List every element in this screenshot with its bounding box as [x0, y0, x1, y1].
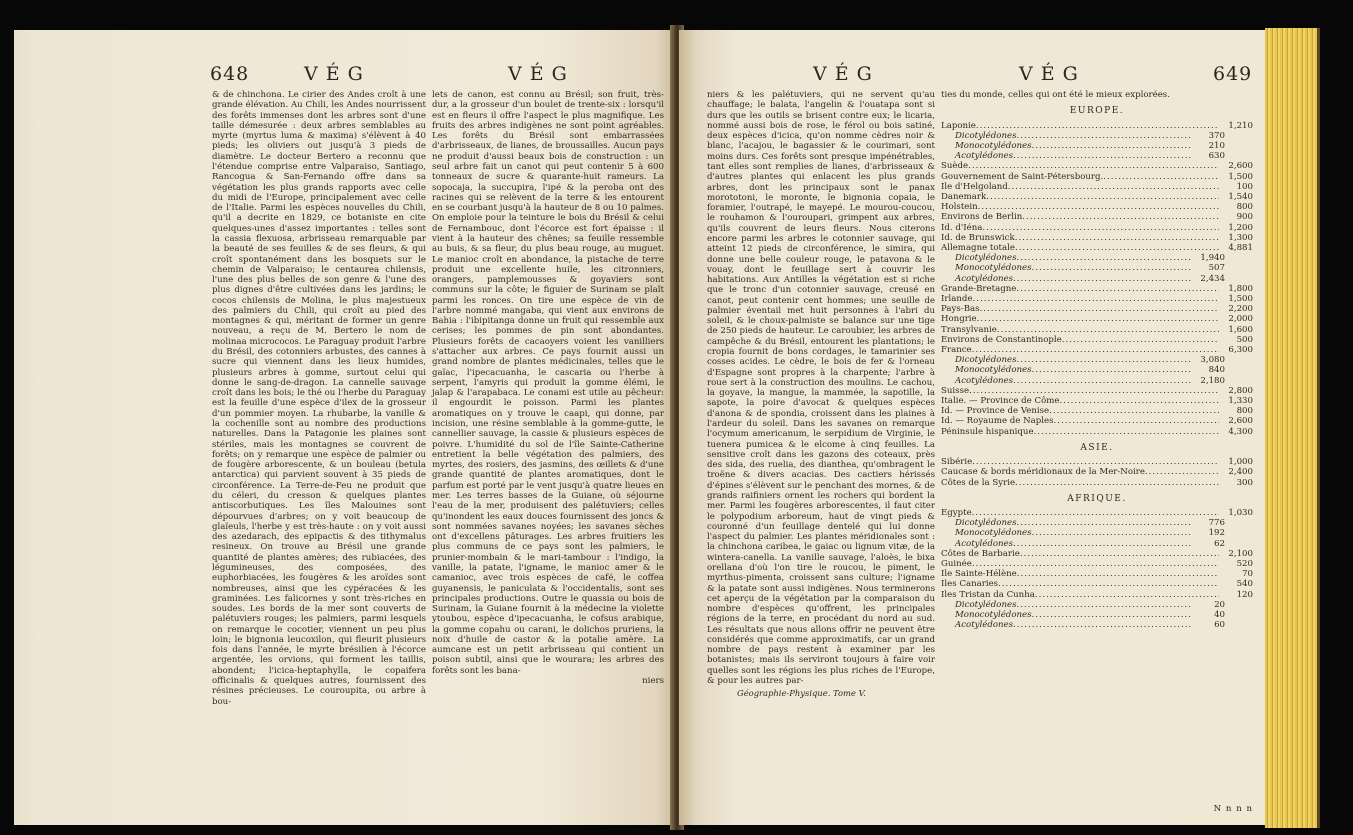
row-label: Dicotylédones [955, 518, 1017, 529]
table-row [941, 131, 1253, 141]
column-text: lets de canon, est connu au Brésil; son fruit, très-dur, a la grosseur d'un boulet de trente-six : lorsqu'il est en fleurs il offre l'aspect le plus magnifique. Les fruits des arbres indigènes ne sont point agréables. Les forêts du Brésil sont embarrassées d'arbrisseaux, de lianes, de broussailles. Aucun pays ne produit d'aussi beaux bois de construction : un seul arbre fait un canot qui peut contenir 5 à 600 tonneaux de sucre & quarante-huit rameurs. La sopocaja, la succupira, l'ipé & la peroba ont des racines qui se relèvent de la terre & les entourent en se courbant jusqu'à la hauteur de 8 ou 10 palmes. On emploie pour la teinture le bois du Brésil & celui de Fernambouc, dont l'écorce est fort épaisse : il vient à la hauteur des chênes; sa feuille ressemble au buis, & sa fleur, du plus beau rouge, au muguet. Le manioc croît en abondance, la pistache de terre produit une excellente huile, les citronniers, orangers, pamplemousses & goyaviers sont communs sur la côte; le figuier de Surinam se plaît parmi les ronces. On tire une espèce de vin de l'arbre nommé mangaba, qui vient aux environs de Bahia : l'ibipitanga donne un fruit qui ressemble aux cerises; les pommes de pin sont abondantes. Plusieurs forêts de cacaoyers voient les vanilliers s'attacher aux arbres. Ce pays fournit aussi un grand nombre de plantes médicinales, telles que le gaïac, l'ipecacuanha, le cascaria ou l'herbe à serpent, l'amyris qui produit la gomme élémi, le jalap & l'arapabaca. Le conami est utile au pêcheur: il engourdit le poisson. Parmi les plantes aromatiques on y trouve le caapi, qui donne, par incision, une résine semblable à la gomme-gutte, le cannellier sauvage, la cassie & plusieurs espèces de poivre. L'humidité du sol de l'île Sainte-Catherine entretient la belle végétation des palmiers, des myrtes, des rosiers, des jasmins, des œillets & d'une grande quantité de plantes aromatiques, dont le parfum est porté par le vent jusqu'à quatre lieues en mer. Les terres basses de la Guiane, où séjourne l'eau de la mer, produisent des palétuviers; celles qu'inondent les eaux douces fournissent des joncs & sont nommées savanes noyées; les savanes sèches ont d'excellens pâturages. Les arbres fruitiers les plus communs de ce pays sont les palmiers, le prunier-mombain & le mari-tambour : l'indigo, la vanille, la patate, l'igname, le manioc amer & le camanioc, avec trois espèces de café, le coffea guyanensis, le paniculata & l'occidentalis, sont ses principales productions. Outre le quassia ou bois de Surinam, la Guiane fournit à la médecine la violette ytoubou, espèce d'ipecacuanha, le cofsus arabique, la gomme copahu ou carani, le dolichos pruriens, la noix d'huile de castor & la potalie amère. La aumcane est un petit arbrisseau qui contient un poison subtil, ainsi que le wourara; les arbres des forêts sont les bana- [432, 90, 664, 676]
leader-dots [1017, 569, 1219, 579]
leader-dots [1008, 182, 1219, 192]
row-value: 1,800 [1228, 283, 1253, 294]
row-label: Acotylédones [955, 151, 1014, 162]
table-row [941, 416, 1253, 426]
table-row [941, 294, 1253, 304]
row-label: Id. — Royaume de Naples [941, 416, 1054, 427]
table-row [941, 233, 1253, 243]
table-row [941, 569, 1253, 579]
row-label: Pays-Bas [941, 304, 980, 315]
leader-dots [1054, 416, 1219, 426]
text-column [707, 90, 935, 699]
row-label: Monocotylédones [955, 140, 1032, 151]
row-value: 1,500 [1228, 171, 1253, 182]
table-row [941, 376, 1253, 386]
table-row [941, 172, 1253, 182]
leader-dots [969, 386, 1219, 396]
table-row [941, 253, 1253, 263]
table-row [941, 620, 1253, 630]
leader-dots [968, 161, 1219, 171]
text-column [212, 90, 426, 707]
leader-dots [1049, 406, 1219, 416]
table-row [941, 335, 1253, 345]
row-label: Holstein [941, 202, 978, 213]
leader-dots [1032, 610, 1191, 620]
row-value: 192 [1208, 528, 1225, 539]
row-value: 2,800 [1228, 385, 1253, 396]
catchword: niers [642, 676, 664, 687]
row-label: Monocotylédones [955, 263, 1032, 274]
row-value: 1,200 [1228, 222, 1253, 233]
row-label: Suisse [941, 385, 970, 396]
table-row [941, 508, 1253, 518]
leader-dots [980, 304, 1219, 314]
row-value: 1,940 [1200, 253, 1225, 264]
row-value: 2,600 [1228, 416, 1253, 427]
running-head: V É G [1019, 63, 1079, 85]
leader-dots [1013, 376, 1191, 386]
row-label: Acotylédones [955, 620, 1014, 631]
leader-dots [1015, 478, 1219, 488]
leader-dots [1145, 467, 1219, 477]
row-value: 1,030 [1228, 508, 1253, 519]
row-value: 2,000 [1228, 314, 1253, 325]
row-label: Transylvanie [941, 324, 997, 335]
leader-dots [1016, 253, 1191, 263]
row-label: Id. d'Iéna [941, 222, 983, 233]
table-row [941, 549, 1253, 559]
table-row [941, 263, 1253, 273]
table-row [941, 192, 1253, 202]
table-row [941, 406, 1253, 416]
leader-dots [977, 314, 1219, 324]
running-head: V É G [508, 63, 568, 85]
row-label: Acotylédones [955, 273, 1014, 284]
row-label: Côtes de la Syrie [941, 477, 1016, 488]
row-value: 2,180 [1200, 375, 1225, 386]
table-row [941, 600, 1253, 610]
column-text: niers & les palétuviers, qui ne servent qu'au chauffage; le balata, l'angelin & l'ouatapa sont si durs que les outils se brisent contre eux; le licaria, nommé aussi bois de rose, le férol ou bois satiné, deux espèces d'icica, qu'on nomme cèdres noir & blanc, l'acajou, le bagassier & le courimari, sont moins durs. Ces forêts sont presque impénétrables, tant elles sont remplies de lianes, d'arbrisseaux & d'autres plantes qui enlacent les plus grands arbres, dont les principaux sont le panax morototoni, le moronte, le bignonia copaia, le foramier, l'outrapé, le mayepé. Le mourou-coucou, le rouhamon & l'ouroupari, grimpent aux arbres, qu'ils couvrent de leurs fleurs. Nous citerons encore parmi les arbres le cotonnier sauvage, qui atteint 12 pieds de circonférence, le simira, qui donne une belle couleur rouge, le patavona & le vouay, dont le feuillage sert à couvrir les habitations. Aux Antilles la végétation est si riche que le tronc d'un cotonnier sauvage, creusé en canot, peut contenir cent hommes; une seuille de palmier éventail met huit personnes à l'abri du soleil, & le choux-palmiste se balance sur une tige de 250 pieds de hauteur. Le caroubier, les arbres de campêche & du Brésil, entourent les plantations; le cropia fournit de bons cordages, le tamarinier ses cosses acides. Le cèdre, le bois de fer & l'orneau d'Espagne sont propres à la charpente; l'arbre à roue sert à la construction des moulins. Le cachou, la goyave, la mangue, la mammée, la sapotille, la sapote, la poire d'avocat & quelques espèces d'anona & de spondia, croissent dans les plaines à l'ardeur du soleil. Dans les savanes on remarque l'ocymum americanum, le serpidium de Virginie, le tuenera pumicea & le elcome à cinq feuilles. La sensitive croît dans les gazons des coteaux, près des sida, des ruelia, des dianthea, qu'ombragent le troëne & divers acacias. Des cactiers hérissés d'épines s'élèvent sur le penchant des mornes, & de grands raifiniers ornent les rochers qui bordent la mer. Parmi les fougères arborescentes, il faut citer le polypodium arboreum, haut de vingt pieds & couronné d'un feuillage dentelé qui lui donne l'aspect du palmier. Les plantes méridionales sont : la chinchona caribea, le gaiac ou lignum vitæ, de la wintera-canella. La vanille sauvage, l'aloès, le bixa orellana d'où l'on tire le roucou, le piment, le myrthus-pimenta, croissent sans culture; l'igname & la patate sont aussi indigènes. Nous terminerons cet aperçu de la végétation par la comparaison du nombre d'espèces qu'offrent, les principales régions de la terre, en procédant du nord au sud. Les résultats que nous allons offrir ne peuvent être considérés que comme approximatifs, car un grand nombre de pays restent à examiner par les botanistes; mais ils serviront toujours à faire voir quelles sont les régions les plus riches de l'Europe, & pour les autres par- [707, 90, 935, 687]
table-row [941, 590, 1253, 600]
leader-dots [972, 457, 1219, 467]
row-value: 1,000 [1228, 457, 1253, 468]
table-row [941, 284, 1253, 294]
running-head: V É G [813, 63, 873, 85]
row-label: Monocotylédones [955, 610, 1032, 621]
row-label: Environs de Constantinople [941, 334, 1062, 345]
leader-dots [1015, 233, 1219, 243]
table-row [941, 610, 1253, 620]
leader-dots [1013, 151, 1191, 161]
section-title: AFRIQUE. [1067, 493, 1127, 504]
row-label: Côtes de Barbarie [941, 548, 1020, 559]
row-label: Péninsule hispanique [941, 426, 1034, 437]
leader-dots [972, 559, 1219, 569]
row-value: 500 [1236, 334, 1253, 345]
column-text: & de chinchona. Le cirier des Andes croît à une grande élévation. Au Chili, les Andes nourrissent des forêts immenses dont les arbres sont d'une taille démesurée : deux arbres semblables au myrte (myrtus luma & maxima) s'élèvent à 40 pieds; les oliviers out jusqu'à 3 pieds de diamètre. Le docteur Bertero a reconnu que l'étendue comprise entre Valparaiso, Santiago, Rancogua & San-Fernando offre dans sa végétation les plus grands rapports avec celle du midi de l'Europe, principalement avec celle de l'Italie. Parmi les espèces nouvelles du Chili, qu'il a decrite en 1829, ce botaniste en cite quelques-unes d'assez importantes : telles sont la cassia flexuosa, arbrisseau remarquable par la beauté de ses feuilles & de ses fleurs, & qui croît spontanément dans les bosquets sur le chemin de Valparaiso; le centaurea chilensis, l'une des plus belles de son genre & l'une des plus dignes d'être cultivées dans les jardins; le cocos chilensis de Molina, le plus majestueux des palmiers du Chili, qui croît au pied des montagnes & qui, méritant de former un genre nouveau, a reçu de M. Bertero le nom de molinaa micrococos. Le Paraguay produit l'arbre du Brésil, des cotonniers arbustes, des cannes à sucre qui viennent dans les lieux humides, plusieurs arbres à gomme, surtout celui qui donne le sang-de-dragon. La cannelle sauvage croît dans les bois; le thé ou l'herbe du Paraguay est la feuille d'une espèce d'ilex de la grosseur d'un pommier moyen. La rhubarbe, la vanille & la cochenille sont au nombre des productions naturelles. Dans la Patagonie les plaines sont stériles, mais les montagnes se couvrent de forêts; on y remarque une espèce de palmier ou de fougère arborescente, & un bouleau (betula antarctica) qui parvient souvent à 35 pieds de circonférence. La Terre-de-Feu ne produit que du céleri, du cresson & quelques plantes antiscorbutiques. Les îles Malouines sont dépourvues d'arbres; on y voit beaucoup de glaïeuls, l'herbe y est très-haute : on y voit aussi des azedarach, des epipactis & des tithymalus resineux. On trouve au Brésil une grande quantité de plantes amères; des rubiacées, des légumineuses, des composées, des euphorbiacées, les fougères & les aroïdes sont nombreuses, ainsi que les cypéracées & les graminées. Les falicornes y sont très-riches en soudes. Les bords de la mer sont couverts de palétuviers rouges; les palmiers, parmi lesquels on remarque le cocotier, viennent un peu plus loin; le bignonia leucoxilon, qui fleurit plusieurs fois dans l'année, le myrte brésilien à l'écorce argentée, les orvions, qui forment les taillis, abondent; l'icica-heptaphylla, le copaifera officinalis & quelques autres, fournissent des résines précieuses. Le couroupita, ou arbre à bou- [212, 90, 426, 707]
row-value: 1,540 [1228, 191, 1253, 202]
table-row [941, 121, 1253, 131]
leader-dots [1032, 528, 1191, 538]
leader-dots [982, 223, 1219, 233]
row-label: Ile Sainte-Hélène [941, 569, 1017, 580]
row-value: 2,400 [1228, 467, 1253, 478]
row-label: Grande-Bretagne [941, 283, 1017, 294]
row-label: Caucase & bords méridionaux de la Mer-Noire [941, 467, 1145, 478]
row-label: Id. — Province de Venise [941, 406, 1050, 417]
right-page [679, 30, 1265, 825]
left-page [14, 30, 676, 825]
row-value: 800 [1236, 406, 1253, 417]
row-value: 2,600 [1228, 161, 1253, 172]
running-head: V É G [304, 63, 364, 85]
leader-dots [1013, 274, 1191, 284]
row-label: Dicotylédones [955, 130, 1017, 141]
table-row [941, 151, 1253, 161]
table-row [941, 325, 1253, 335]
row-label: Dicotylédones [955, 253, 1017, 264]
row-value: 300 [1236, 477, 1253, 488]
leader-dots [1032, 365, 1191, 375]
page-number: 648 [210, 63, 250, 85]
leader-dots [1016, 355, 1191, 365]
leader-dots [973, 294, 1220, 304]
table-row [941, 202, 1253, 212]
table-row [941, 274, 1253, 284]
leader-dots [1103, 172, 1219, 182]
row-value: 6,300 [1228, 345, 1253, 356]
row-label: France [941, 345, 972, 356]
table-row [941, 141, 1253, 151]
table-row [941, 212, 1253, 222]
leader-dots [1016, 284, 1219, 294]
row-value: 1,300 [1228, 232, 1253, 243]
leader-dots [972, 508, 1219, 518]
leader-dots [998, 579, 1219, 589]
row-label: Guinée [941, 559, 972, 570]
row-label: Environs de Berlin [941, 212, 1023, 223]
leader-dots [1015, 243, 1219, 253]
row-label: Suède [941, 161, 969, 172]
row-value: 20 [1214, 599, 1225, 610]
table-row [941, 182, 1253, 192]
row-value: 540 [1236, 579, 1253, 590]
row-label: Dicotylédones [955, 355, 1017, 366]
table-row [941, 365, 1253, 375]
table-row [941, 528, 1253, 538]
table-row [941, 223, 1253, 233]
leader-dots [1022, 212, 1219, 222]
leader-dots [972, 345, 1219, 355]
row-value: 2,434 [1200, 273, 1225, 284]
row-label: Irlande [941, 294, 973, 305]
page-number: 649 [1213, 63, 1253, 85]
table-row [941, 539, 1253, 549]
leader-dots [1013, 539, 1191, 549]
row-value: 2,100 [1228, 548, 1253, 559]
page-edges [1265, 28, 1320, 828]
row-value: 630 [1208, 151, 1225, 162]
row-value: 4,881 [1228, 243, 1253, 253]
row-label: Acotylédones [955, 375, 1014, 386]
table-row [941, 243, 1253, 253]
leader-dots [1032, 141, 1191, 151]
row-label: Acotylédones [955, 538, 1014, 549]
row-label: Allemagne totale [941, 243, 1015, 253]
row-label: Dicotylédones [955, 599, 1017, 610]
table-row [941, 345, 1253, 355]
leader-dots [997, 325, 1219, 335]
row-value: 840 [1208, 365, 1225, 376]
leader-dots [1016, 131, 1191, 141]
row-value: 120 [1236, 589, 1253, 600]
table-row [941, 161, 1253, 171]
row-value: 100 [1236, 181, 1253, 192]
table-row [941, 386, 1253, 396]
table-row [941, 427, 1253, 437]
row-value: 62 [1214, 538, 1225, 549]
row-value: 1,330 [1228, 396, 1253, 407]
leader-dots [1032, 263, 1191, 273]
table-row [941, 467, 1253, 477]
row-label: Hongrie [941, 314, 977, 325]
row-label: Iles Tristan da Cunha [941, 589, 1035, 600]
row-value: 900 [1236, 212, 1253, 223]
row-value: 2,200 [1228, 304, 1253, 315]
leader-dots [976, 121, 1219, 131]
table-row [941, 314, 1253, 324]
signature-mark: N n n n [1213, 804, 1253, 814]
text-column [432, 90, 664, 686]
leader-dots [986, 192, 1219, 202]
leader-dots [1013, 620, 1191, 630]
row-value: 1,500 [1228, 294, 1253, 305]
section-title: EUROPE. [1069, 106, 1125, 117]
row-label: Id. de Brunswick [941, 232, 1015, 243]
row-value: 520 [1236, 559, 1253, 570]
row-value: 70 [1242, 569, 1253, 580]
row-value: 776 [1208, 518, 1225, 529]
species-table [941, 90, 1253, 630]
row-label: Gouvernement de Saint-Pétersbourg. [941, 171, 1104, 182]
row-value: 370 [1208, 130, 1225, 141]
row-label: Iles Canaries [941, 579, 999, 590]
row-value: 40 [1214, 610, 1225, 621]
leader-dots [1016, 600, 1191, 610]
leader-dots [1020, 549, 1219, 559]
table-row [941, 304, 1253, 314]
row-label: Sibérie [941, 457, 973, 468]
row-value: 3,080 [1200, 355, 1225, 366]
row-label: Monocotylédones [955, 365, 1032, 376]
row-label: Egypte [941, 508, 972, 519]
table-row [941, 355, 1253, 365]
row-value: 507 [1208, 263, 1225, 274]
leader-dots [978, 202, 1219, 212]
table-row [941, 559, 1253, 569]
row-label: Ile d'Helgoland [941, 181, 1008, 192]
table-row [941, 457, 1253, 467]
table-row [941, 478, 1253, 488]
row-value: 4,300 [1228, 426, 1253, 437]
row-label: Italie. — Province de Côme [941, 396, 1060, 407]
leader-dots [1059, 396, 1219, 406]
leader-dots [1062, 335, 1219, 345]
footer-title: Géographie-Physique. Tome V. [737, 688, 866, 699]
leader-dots [1035, 590, 1219, 600]
leader-dots [1034, 427, 1219, 437]
leader-dots [1016, 518, 1191, 528]
row-value: 800 [1236, 202, 1253, 213]
section-title: ASIE. [1080, 442, 1114, 453]
table-row [941, 518, 1253, 528]
row-value: 1,600 [1228, 324, 1253, 335]
table-row [941, 396, 1253, 406]
row-label: Monocotylédones [955, 528, 1032, 539]
row-value: 60 [1214, 620, 1225, 631]
table-intro: ties du monde, celles qui ont été le mieux explorées. [941, 90, 1170, 100]
row-label: Laponie [941, 120, 976, 131]
table-row [941, 579, 1253, 589]
row-value: 210 [1208, 140, 1225, 151]
row-value: 1,210 [1228, 120, 1253, 131]
row-label: Danemark [941, 191, 987, 202]
